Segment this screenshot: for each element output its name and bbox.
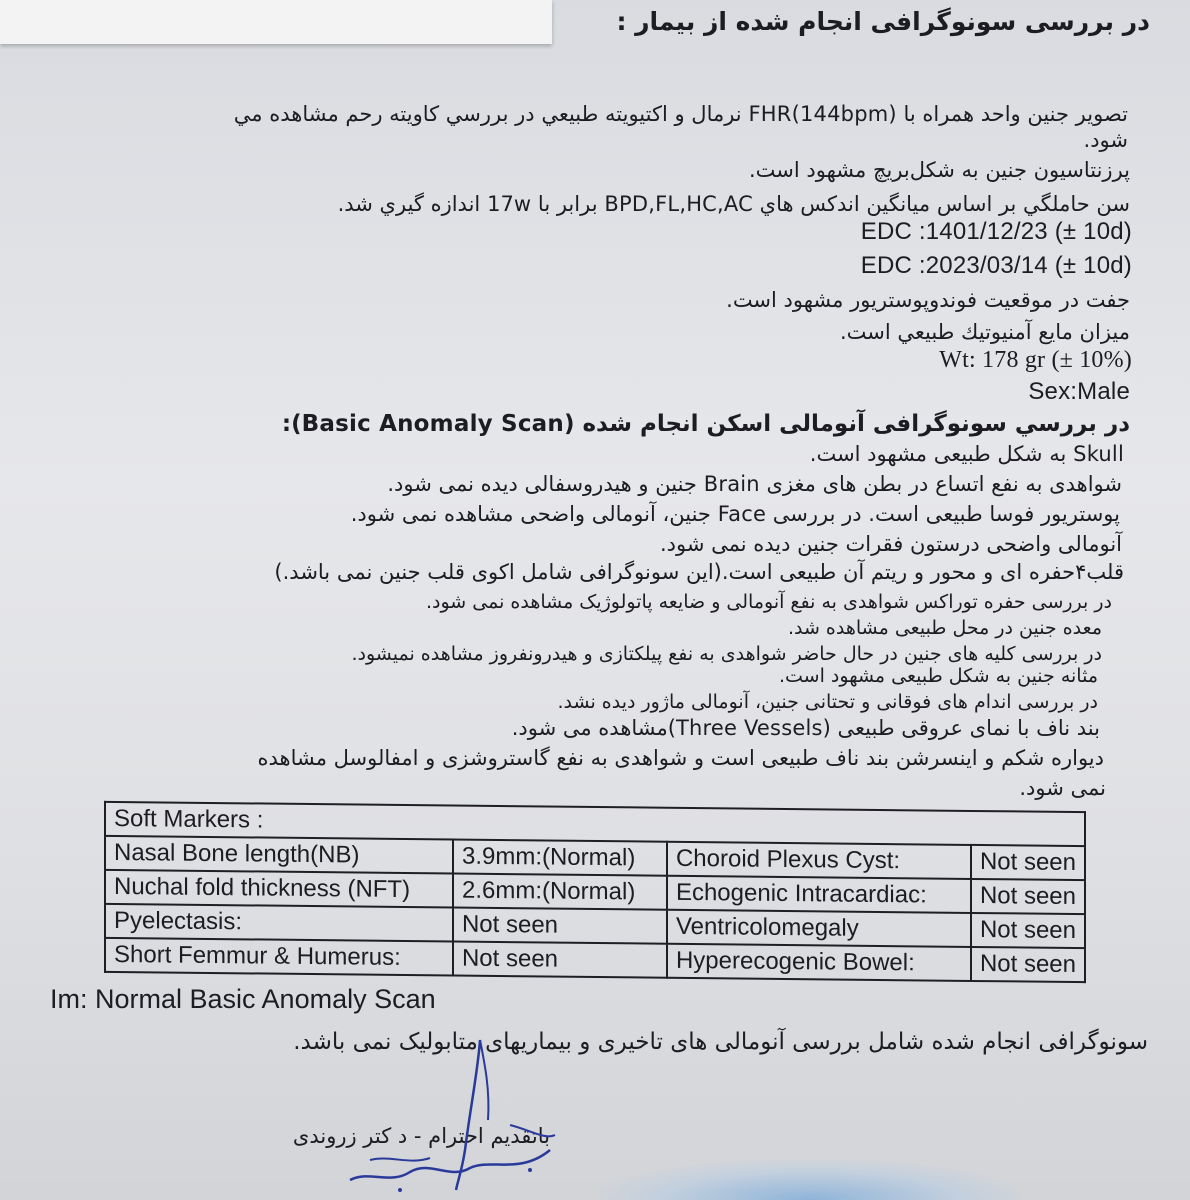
paper-corner — [0, 0, 552, 44]
table-cell: Choroid Plexus Cyst: — [667, 842, 971, 879]
anomaly-line: نمی شود. — [1019, 776, 1106, 800]
anomaly-line: آنومالی واضحی درستون فقرات جنین دیده نمی شود. — [659, 532, 1122, 556]
report-title: در بررسی سونوگرافی انجام شده از بیمار : — [616, 7, 1150, 36]
soft-markers-table — [104, 801, 1086, 983]
table-cell: Not seen — [453, 908, 667, 944]
table-cell: Nuchal fold thickness (NFT) — [105, 870, 453, 908]
table-cell: Short Femmur & Humerus: — [105, 938, 453, 976]
fetal-sex: Sex:Male — [1028, 378, 1130, 405]
finding-line: تصوير جنين واحد همراه با FHR(144bpm) نرمال و اكتيويته طبيعي در بررسي كاويته رحم مشاهده مي — [233, 102, 1128, 126]
table-cell: Not seen — [971, 879, 1085, 914]
anomaly-line: در بررسی اندام های فوقانی و تحتانی جنین، آنومالی ماژور دیده نشد. — [557, 691, 1098, 713]
fetal-weight: Wt: 178 gr (± 10%) — [939, 347, 1132, 373]
table-cell: Not seen — [453, 942, 667, 978]
edc-shamsi: EDC :1401/12/23 (± 10d) — [860, 218, 1132, 245]
doctor-signature — [330, 1030, 590, 1200]
anomaly-line: مثانه جنین به شکل طبیعی مشهود است. — [778, 665, 1098, 687]
table-cell: Pyelectasis: — [105, 904, 453, 942]
anomaly-line: Skull به شکل طبیعی مشهود است. — [809, 442, 1124, 466]
table-cell: 3.9mm:(Normal) — [453, 840, 667, 876]
anomaly-heading: در بررسي سونوگرافی آنومالی اسکن انجام شده (Basic Anomaly Scan): — [281, 411, 1130, 437]
anomaly-line: در بررسی حفره توراکس شواهدی به نفع آنومالی و ضایعه پاتولوژیک مشاهده نمی شود. — [425, 591, 1112, 613]
anomaly-line: در بررسی کلیه های جنین در حال حاضر شواهدی به نفع پیلکتازی و هیدرونفروز مشاهده نمیشود. — [351, 643, 1102, 665]
table-cell: Hyperecogenic Bowel: — [667, 944, 971, 981]
anomaly-line: بند ناف با نمای عروقی طبیعی (Three Vessels)مشاهده می شود. — [511, 716, 1100, 740]
finding-line: ميزان مايع آمنيوتيك طبيعي است. — [839, 320, 1130, 344]
anomaly-line: پوستریور فوسا طبیعی است. در بررسی Face جنین، آنومالی واضحی مشاهده نمی شود. — [350, 502, 1120, 526]
anomaly-line: دیواره شکم و اینسرشن بند ناف طبیعی است و شواهدی به نفع گاستروشزی و امفالوسل مشاهده — [257, 746, 1104, 770]
closing-greeting: باتقدیم احترام - د کتر زروندی — [292, 1124, 550, 1148]
finding-line: سن حاملگي بر اساس ميانگين اندكس هاي BPD,FL,HC,AC برابر با 17w اندازه گيري شد. — [337, 192, 1130, 216]
table-cell: Ventricolomegaly — [667, 910, 971, 947]
table-cell: Echogenic Intracardiac: — [667, 876, 971, 913]
table-cell: Not seen — [971, 947, 1085, 982]
finding-line: پرزنتاسيون جنين به شكل‌بريچ مشهود است. — [749, 158, 1130, 182]
table-cell: 2.6mm:(Normal) — [453, 874, 667, 910]
edc-gregorian: EDC :2023/03/14 (± 10d) — [860, 252, 1132, 279]
anomaly-line: معده جنین در محل طبیعی مشاهده شد. — [787, 617, 1102, 639]
finding-line: جفت در موقعيت فوندوپوستريور مشهود است. — [726, 288, 1130, 312]
table-cell: Not seen — [971, 845, 1085, 880]
table-cell: Not seen — [971, 913, 1085, 948]
anomaly-line: قلب۴حفره ای و محور و ریتم آن طبیعی است.(این سونوگرافی شامل اکوی قلب جنین نمی باشد.) — [274, 560, 1124, 584]
closing-note: سونوگرافی انجام شده شامل بررسی آنومالی های تاخیری و بیماریهای متابولیک نمی باشد. — [293, 1029, 1148, 1055]
table-cell: Nasal Bone length(NB) — [105, 836, 453, 874]
anomaly-line: شواهدی به نفع اتساع در بطن های مغزی Brain جنین و هیدروسفالی دیده نمی شود. — [387, 472, 1122, 496]
impression: Im: Normal Basic Anomaly Scan — [50, 984, 436, 1014]
blue-stamp-edge — [600, 1160, 1020, 1200]
finding-line: شود. — [1083, 128, 1128, 152]
soft-markers-title: Soft Markers : — [105, 802, 1085, 846]
